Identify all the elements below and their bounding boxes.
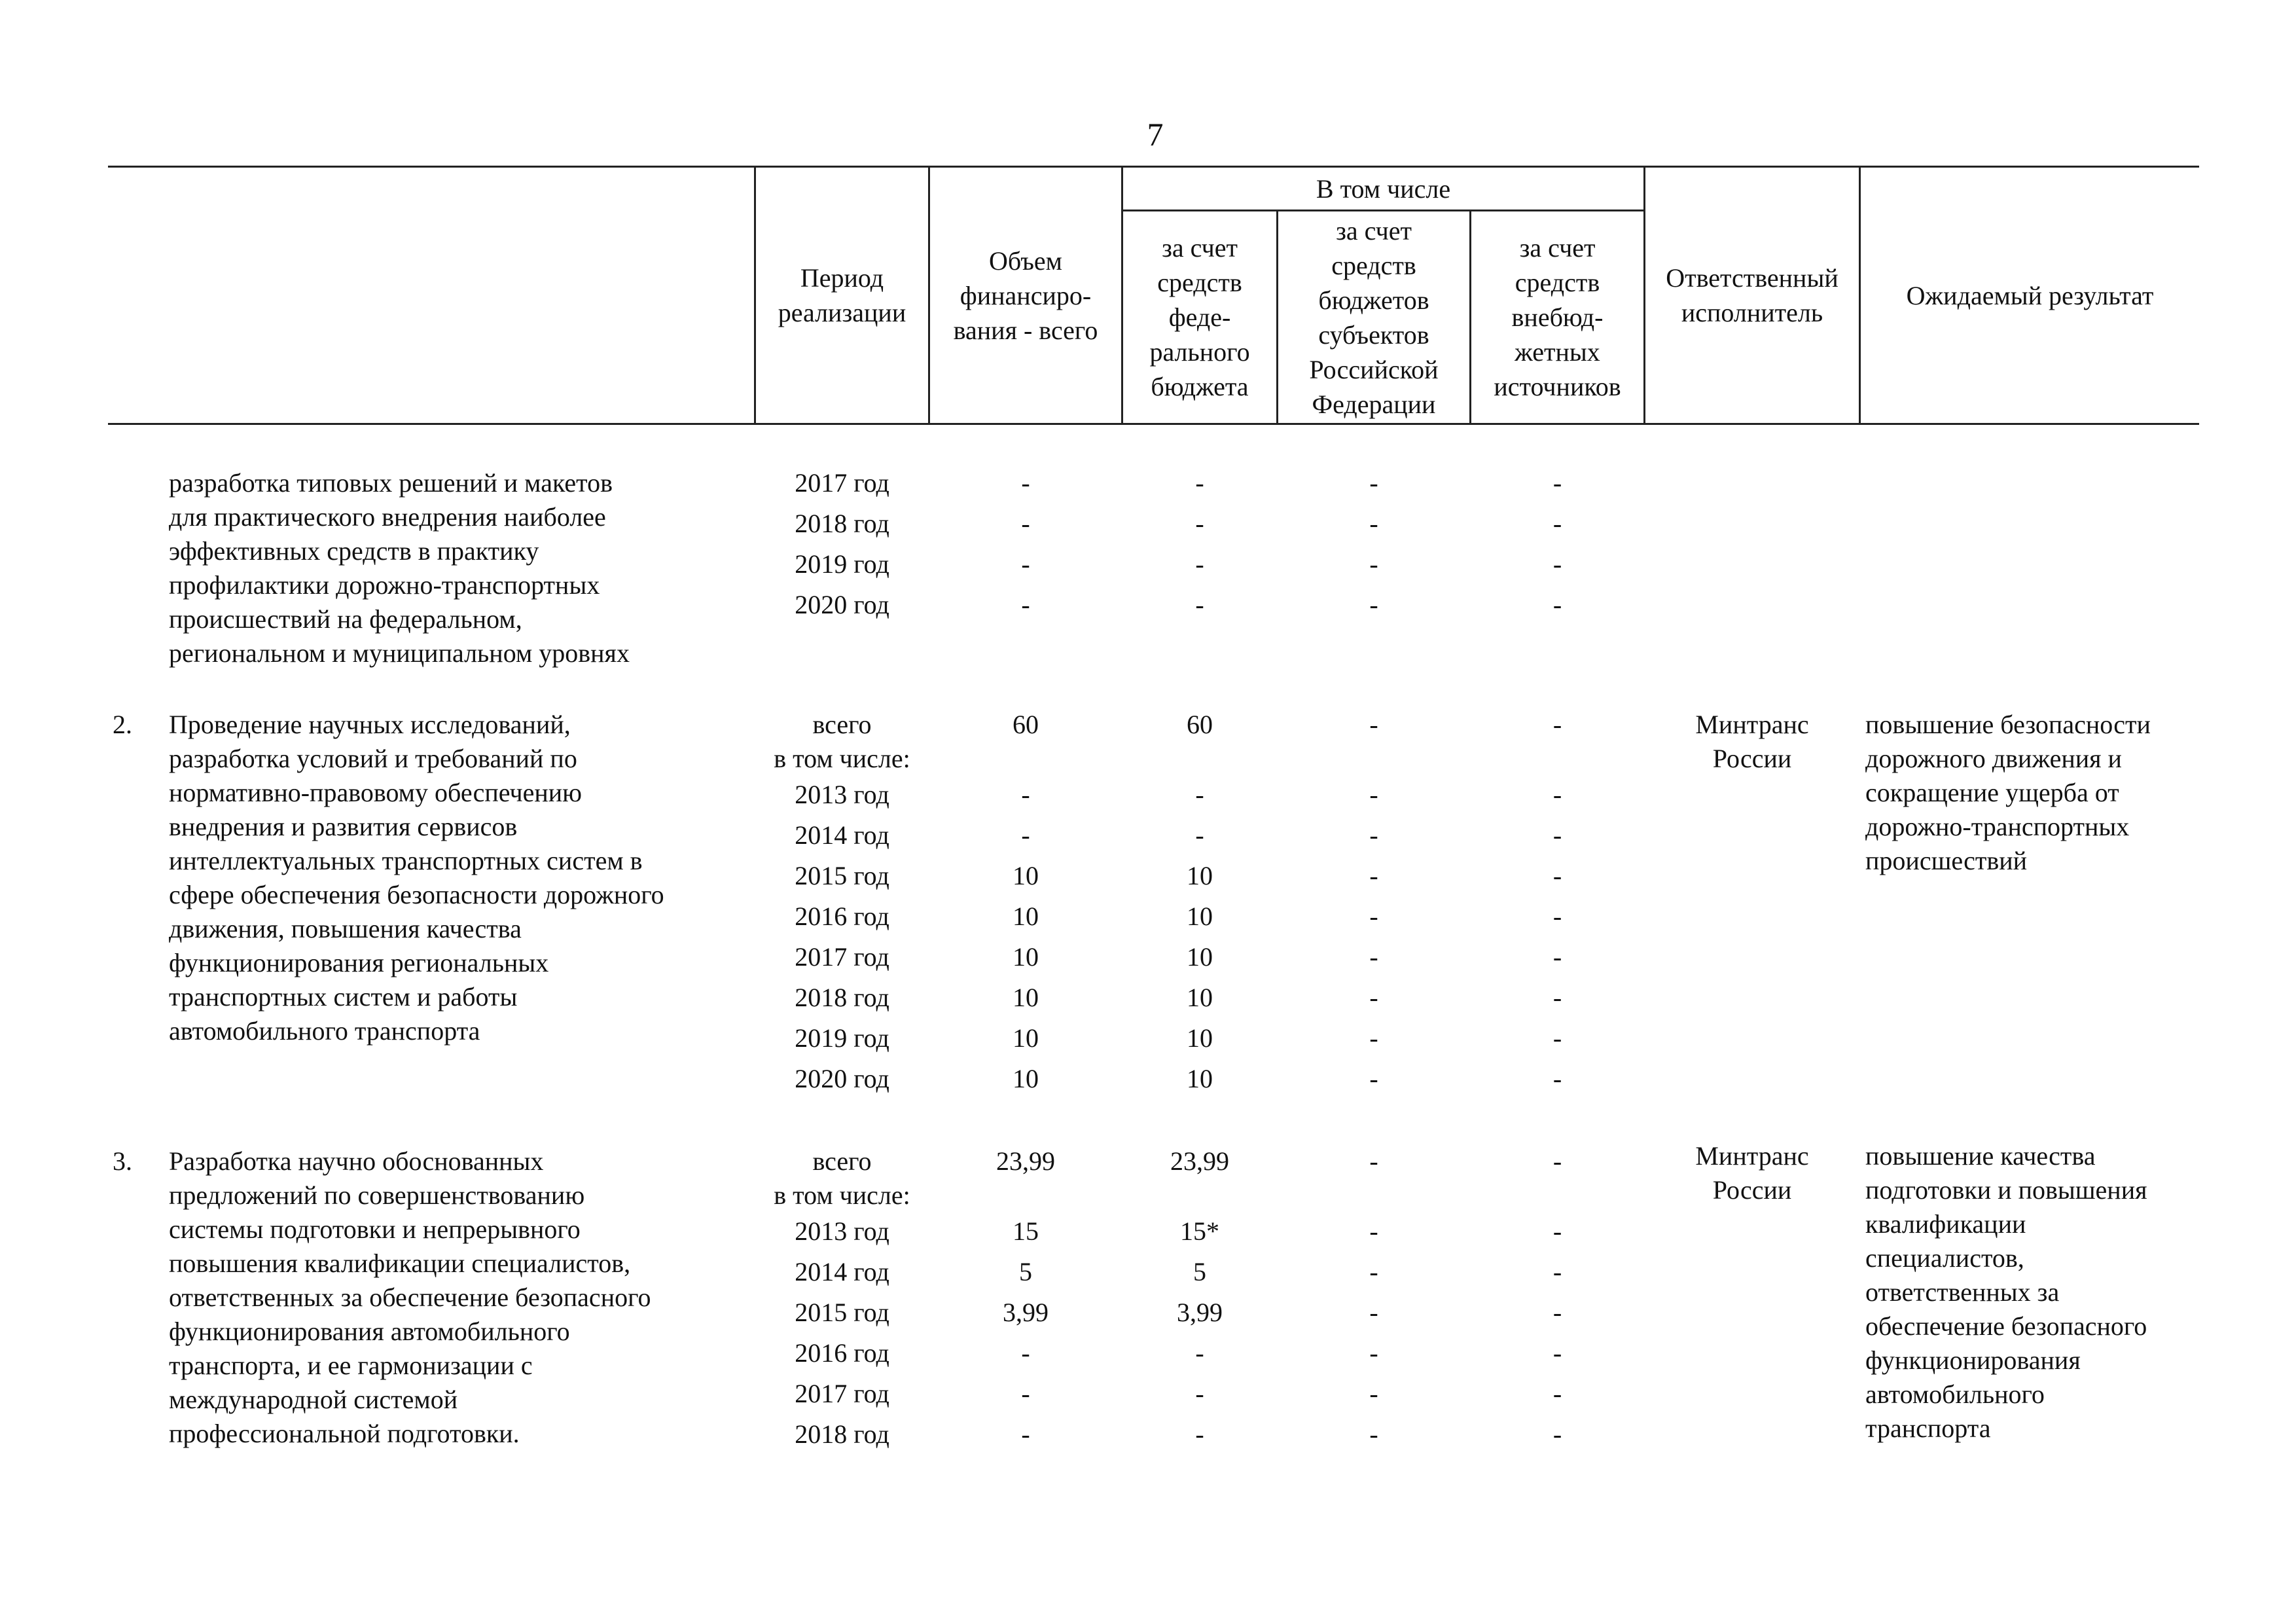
federal-cell: 10	[1187, 902, 1213, 931]
executor-cell: Минтранс России	[1695, 710, 1809, 773]
federal-cell: 10	[1187, 861, 1213, 890]
federal-cell: -	[1195, 1419, 1204, 1449]
period-cell: 2017 год	[795, 468, 889, 498]
header-regional: за счет средств бюджетов субъектов Российской Федерации	[1309, 215, 1439, 419]
page-number: 7	[1147, 116, 1164, 153]
period-cell: всего	[812, 710, 872, 739]
federal-cell: 10	[1187, 942, 1213, 972]
section-description: Проведение научных исследований, разработка условий и требований по нормативно-правовому обеспечению внедрения и развития сервисов интеллектуальных транспортных систем в сфере обеспечения безопасности дорожного движения, повышения качества функционирования региональных транспортных систем и работы автомобильного транспорта	[169, 710, 664, 1046]
extra-cell: -	[1552, 983, 1562, 1012]
total-cell: -	[1021, 1338, 1030, 1368]
result-cell: повышение качества подготовки и повышения квалификации специалистов, ответственных за обеспечение безопасного функционирования автомобильного транспорта	[1865, 1141, 2147, 1443]
total-cell: 23,99	[996, 1146, 1055, 1176]
federal-cell: 5	[1193, 1257, 1206, 1286]
header-bottom-rule	[108, 423, 2199, 425]
extra-cell: -	[1552, 1064, 1562, 1093]
federal-cell: 10	[1187, 983, 1213, 1012]
extra-cell: -	[1552, 1379, 1562, 1408]
total-cell: 10	[1013, 1064, 1039, 1093]
regional-cell: -	[1369, 509, 1378, 538]
extra-cell: -	[1552, 1146, 1562, 1176]
period-subtitle: в том числе:	[774, 1180, 910, 1210]
federal-cell: -	[1195, 1338, 1204, 1368]
federal-cell: 23,99	[1170, 1146, 1229, 1176]
federal-cell: -	[1195, 509, 1204, 538]
federal-cell: -	[1195, 820, 1204, 850]
total-cell: 10	[1013, 861, 1039, 890]
section-description: Разработка научно обоснованных предложений по совершенствованию системы подготовки и непрерывного повышения квалификации специалистов, ответственных за обеспечение безопасного функционирования автомобильного транспорта, и ее гармонизации с международной системой профессиональной подготовки.	[169, 1146, 651, 1448]
regional-cell: -	[1369, 780, 1378, 809]
extra-cell: -	[1552, 549, 1562, 579]
period-cell: 2015 год	[795, 1298, 889, 1327]
extra-cell: -	[1552, 861, 1562, 890]
extra-cell: -	[1552, 1338, 1562, 1368]
federal-cell: -	[1195, 590, 1204, 619]
total-cell: -	[1021, 590, 1030, 619]
section-description: разработка типовых решений и макетов для практического внедрения наиболее эффективных средств в практику профилактики дорожно-транспортных происшествий на федеральном, региональном и муниципальном уровнях	[169, 468, 630, 668]
extra-cell: -	[1552, 1419, 1562, 1449]
federal-cell: 3,99	[1177, 1298, 1223, 1327]
regional-cell: -	[1369, 902, 1378, 931]
period-cell: 2015 год	[795, 861, 889, 890]
extra-cell: -	[1552, 468, 1562, 498]
header-period: Период реализации	[778, 263, 906, 327]
section-number: 3.	[113, 1146, 132, 1176]
total-cell: 15	[1013, 1216, 1039, 1246]
regional-cell: -	[1369, 1419, 1378, 1449]
regional-cell: -	[1369, 468, 1378, 498]
period-cell: 2014 год	[795, 1257, 889, 1286]
federal-cell: -	[1195, 780, 1204, 809]
regional-cell: -	[1369, 820, 1378, 850]
extra-cell: -	[1552, 1023, 1562, 1053]
period-cell: 2016 год	[795, 1338, 889, 1368]
period-cell: 2013 год	[795, 1216, 889, 1246]
regional-cell: -	[1369, 1257, 1378, 1286]
total-cell: 3,99	[1003, 1298, 1049, 1327]
period-cell: 2019 год	[795, 1023, 889, 1053]
period-subtitle: в том числе:	[774, 744, 910, 773]
regional-cell: -	[1369, 1216, 1378, 1246]
total-cell: -	[1021, 549, 1030, 579]
total-cell: -	[1021, 509, 1030, 538]
period-cell: 2017 год	[795, 942, 889, 972]
total-cell: 10	[1013, 942, 1039, 972]
period-cell: 2020 год	[795, 1064, 889, 1093]
federal-cell: 15*	[1180, 1216, 1219, 1246]
period-cell: 2014 год	[795, 820, 889, 850]
regional-cell: -	[1369, 942, 1378, 972]
period-cell: 2016 год	[795, 902, 889, 931]
extra-cell: -	[1552, 1216, 1562, 1246]
period-cell: 2013 год	[795, 780, 889, 809]
total-cell: 5	[1019, 1257, 1032, 1286]
period-cell: всего	[812, 1146, 872, 1176]
header-total: Объем финансиро- вания - всего	[953, 246, 1098, 345]
period-cell: 2018 год	[795, 1419, 889, 1449]
period-cell: 2018 год	[795, 509, 889, 538]
federal-cell: -	[1195, 549, 1204, 579]
period-cell: 2020 год	[795, 590, 889, 619]
period-cell: 2019 год	[795, 549, 889, 579]
federal-cell: 60	[1187, 710, 1213, 739]
extra-cell: -	[1552, 710, 1562, 739]
regional-cell: -	[1369, 1023, 1378, 1053]
period-cell: 2018 год	[795, 983, 889, 1012]
federal-cell: -	[1195, 1379, 1204, 1408]
executor-cell: Минтранс России	[1695, 1141, 1809, 1205]
extra-cell: -	[1552, 590, 1562, 619]
federal-cell: -	[1195, 468, 1204, 498]
total-cell: -	[1021, 780, 1030, 809]
regional-cell: -	[1369, 1146, 1378, 1176]
total-cell: -	[1021, 1379, 1030, 1408]
header-result: Ожидаемый результат	[1906, 280, 2154, 310]
total-cell: 10	[1013, 983, 1039, 1012]
regional-cell: -	[1369, 1298, 1378, 1327]
total-cell: 10	[1013, 1023, 1039, 1053]
total-cell: -	[1021, 1419, 1030, 1449]
regional-cell: -	[1369, 590, 1378, 619]
extra-cell: -	[1552, 1257, 1562, 1286]
header-including: В том числе	[1316, 173, 1451, 204]
total-cell: 10	[1013, 902, 1039, 931]
section-number: 2.	[113, 710, 132, 739]
extra-cell: -	[1552, 942, 1562, 972]
extra-cell: -	[1552, 1298, 1562, 1327]
regional-cell: -	[1369, 861, 1378, 890]
total-cell: 60	[1013, 710, 1039, 739]
header-federal: за счет средств феде- рального бюджета	[1149, 233, 1250, 401]
regional-cell: -	[1369, 1064, 1378, 1093]
header-executor: Ответственный исполнитель	[1666, 263, 1839, 327]
regional-cell: -	[1369, 983, 1378, 1012]
total-cell: -	[1021, 820, 1030, 850]
regional-cell: -	[1369, 1338, 1378, 1368]
extra-cell: -	[1552, 780, 1562, 809]
total-cell: -	[1021, 468, 1030, 498]
period-cell: 2017 год	[795, 1379, 889, 1408]
federal-cell: 10	[1187, 1064, 1213, 1093]
regional-cell: -	[1369, 1379, 1378, 1408]
result-cell: повышение безопасности дорожного движения и сокращение ущерба от дорожно-транспортных происшествий	[1865, 710, 2151, 875]
regional-cell: -	[1369, 710, 1378, 739]
extra-cell: -	[1552, 509, 1562, 538]
extra-cell: -	[1552, 902, 1562, 931]
header-extrabudget: за счет средств внебюд- жетных источников	[1494, 233, 1621, 401]
federal-cell: 10	[1187, 1023, 1213, 1053]
extra-cell: -	[1552, 820, 1562, 850]
regional-cell: -	[1369, 549, 1378, 579]
